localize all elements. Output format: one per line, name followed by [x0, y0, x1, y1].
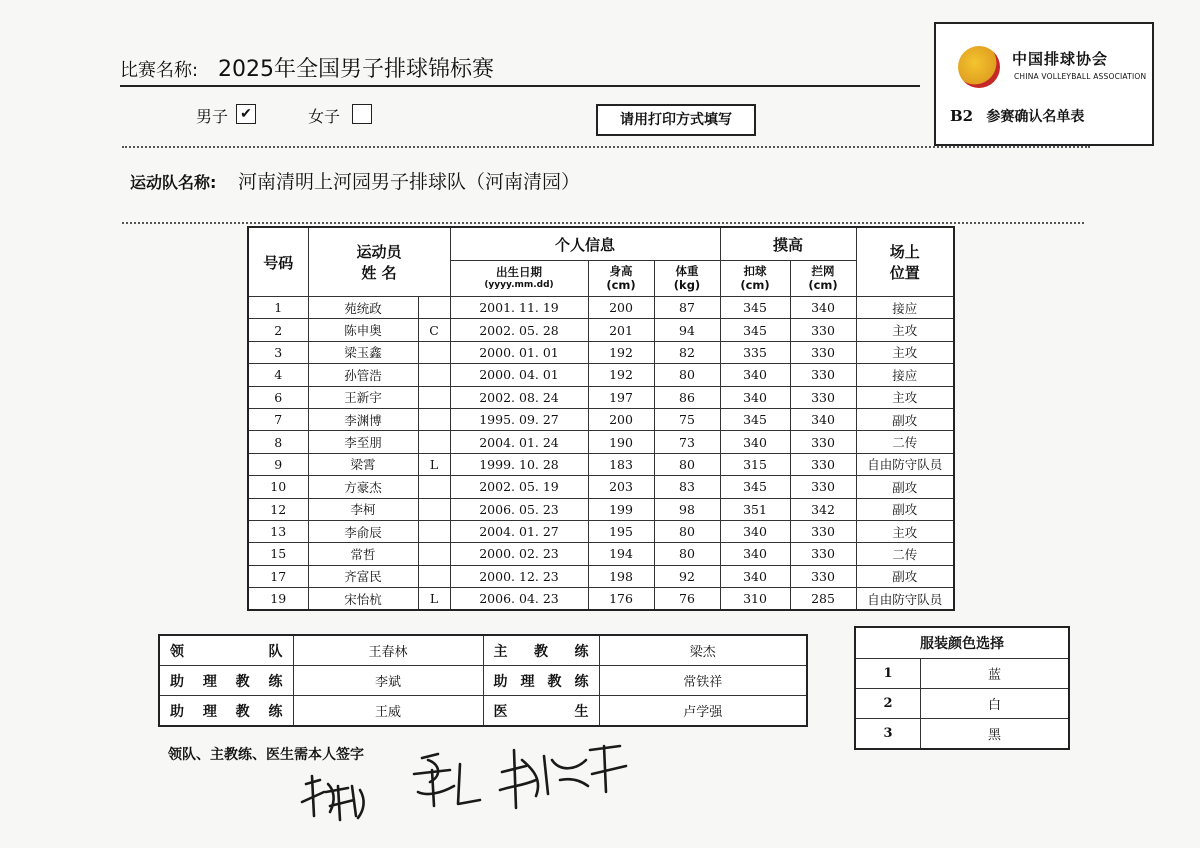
player-block-reach: 330: [790, 386, 856, 408]
player-number: 2: [248, 319, 308, 341]
table-row: [248, 319, 954, 341]
header-weight-label: 体重: [675, 263, 699, 278]
player-role: [418, 297, 450, 319]
player-height: 200: [588, 297, 654, 319]
player-block-reach: 330: [790, 431, 856, 453]
signature-stroke: [500, 746, 626, 808]
player-position: 接应: [856, 364, 954, 386]
doctor-label: 医 生: [483, 696, 599, 727]
player-name: 宋怡杭: [308, 588, 418, 611]
player-number: 1: [248, 297, 308, 319]
header-block-label: 拦网: [811, 263, 835, 278]
player-spike-reach: 340: [720, 386, 790, 408]
player-name: 梁霄: [308, 453, 418, 475]
player-weight: 86: [654, 386, 720, 408]
assistant-coach-name: 常铁祥: [599, 666, 807, 696]
player-number: 8: [248, 431, 308, 453]
player-weight: 80: [654, 453, 720, 475]
player-block-reach: 330: [790, 565, 856, 587]
player-height: 203: [588, 476, 654, 498]
player-dob: 2001. 11. 19: [450, 297, 588, 319]
player-dob: 2006. 05. 23: [450, 498, 588, 520]
player-position: 主攻: [856, 386, 954, 408]
player-role: [418, 341, 450, 363]
player-role: [418, 386, 450, 408]
player-number: 3: [248, 341, 308, 363]
table-row: [248, 520, 954, 542]
table-row: [248, 543, 954, 565]
player-spike-reach: 340: [720, 364, 790, 386]
player-block-reach: 342: [790, 498, 856, 520]
header-spike-label: 扣球: [743, 263, 767, 278]
player-position: 副攻: [856, 498, 954, 520]
player-dob: 1995. 09. 27: [450, 408, 588, 430]
player-number: 9: [248, 453, 308, 475]
player-dob: 1999. 10. 28: [450, 453, 588, 475]
roster-body: [248, 297, 954, 611]
player-role: [418, 431, 450, 453]
player-name: 李柯: [308, 498, 418, 520]
table-row: [248, 341, 954, 363]
player-name: 齐富民: [308, 565, 418, 587]
player-height: 192: [588, 341, 654, 363]
uniform-color: 白: [921, 689, 1070, 719]
assistant-coach-name: 王威: [293, 696, 483, 727]
player-weight: 76: [654, 588, 720, 611]
player-weight: 80: [654, 364, 720, 386]
player-block-reach: 285: [790, 588, 856, 611]
player-number: 4: [248, 364, 308, 386]
player-role: [418, 408, 450, 430]
player-number: 6: [248, 386, 308, 408]
table-row: [248, 386, 954, 408]
player-block-reach: 330: [790, 453, 856, 475]
competition-underline: [120, 85, 920, 87]
signature-stroke: [414, 754, 480, 806]
player-spike-reach: 315: [720, 453, 790, 475]
player-position: 主攻: [856, 341, 954, 363]
form-name: 参赛确认名单表: [986, 109, 1085, 125]
doctor-name: 卢学强: [599, 696, 807, 727]
player-position: 副攻: [856, 408, 954, 430]
header-position-line2: 位置: [889, 264, 920, 282]
player-number: 13: [248, 520, 308, 542]
male-checkbox[interactable]: ✔: [236, 104, 256, 124]
logo-english-text: CHINA VOLLEYBALL ASSOCIATION: [1014, 72, 1147, 81]
female-checkbox[interactable]: [352, 104, 372, 124]
print-instruction-box: 请用打印方式填写: [596, 104, 756, 136]
header-weight: [654, 261, 720, 297]
header-position: [856, 227, 954, 297]
header-athlete-line1: 运动员: [356, 243, 402, 261]
player-spike-reach: 351: [720, 498, 790, 520]
player-spike-reach: 345: [720, 476, 790, 498]
player-weight: 82: [654, 341, 720, 363]
player-height: 197: [588, 386, 654, 408]
player-role: [418, 520, 450, 542]
table-row: [248, 297, 954, 319]
player-position: 副攻: [856, 476, 954, 498]
player-name: 孙管浩: [308, 364, 418, 386]
player-spike-reach: 340: [720, 543, 790, 565]
player-weight: 94: [654, 319, 720, 341]
team-label: 运动队名称:: [130, 173, 217, 192]
player-position: 自由防守队员: [856, 453, 954, 475]
player-dob: 2000. 02. 23: [450, 543, 588, 565]
player-role: [418, 364, 450, 386]
player-position: 主攻: [856, 319, 954, 341]
player-position: 二传: [856, 431, 954, 453]
header-height-unit: (cm): [606, 277, 636, 292]
player-role: [418, 498, 450, 520]
player-name: 陈申奥: [308, 319, 418, 341]
player-height: 200: [588, 408, 654, 430]
player-height: 195: [588, 520, 654, 542]
assistant-coach-label: 助 理 教 练: [483, 666, 599, 696]
player-spike-reach: 335: [720, 341, 790, 363]
player-spike-reach: 345: [720, 297, 790, 319]
player-dob: 2000. 04. 01: [450, 364, 588, 386]
player-weight: 98: [654, 498, 720, 520]
female-label: 女子: [308, 107, 341, 126]
header-number: 号码: [248, 227, 308, 297]
player-name: 梁玉鑫: [308, 341, 418, 363]
player-spike-reach: 345: [720, 319, 790, 341]
player-role: [418, 565, 450, 587]
header-weight-unit: (kg): [673, 277, 701, 292]
player-name: 李至朋: [308, 431, 418, 453]
player-height: 201: [588, 319, 654, 341]
player-position: 自由防守队员: [856, 588, 954, 611]
player-dob: 2002. 05. 28: [450, 319, 588, 341]
player-block-reach: 330: [790, 520, 856, 542]
player-block-reach: 330: [790, 341, 856, 363]
assistant-coach-label: 助 理 教 练: [159, 696, 293, 727]
handwritten-signatures: [290, 730, 650, 830]
header-dob-label: 出生日期: [496, 265, 542, 280]
logo-chinese-text: 中国排球协会: [1012, 50, 1109, 68]
player-block-reach: 330: [790, 319, 856, 341]
table-row: [248, 431, 954, 453]
staff-table: [158, 634, 808, 727]
leader-label: 领 队: [159, 635, 293, 666]
table-row: [248, 453, 954, 475]
header-personal-info: 个人信息: [450, 227, 720, 261]
divider-dotted: [122, 146, 1090, 148]
player-height: 199: [588, 498, 654, 520]
player-height: 198: [588, 565, 654, 587]
divider-dotted: [122, 222, 1084, 224]
player-role: C: [418, 319, 450, 341]
player-weight: 73: [654, 431, 720, 453]
uniform-number: 1: [855, 659, 921, 689]
player-spike-reach: 340: [720, 520, 790, 542]
player-number: 17: [248, 565, 308, 587]
player-name: 苑统政: [308, 297, 418, 319]
assistant-coach-name: 李斌: [293, 666, 483, 696]
player-spike-reach: 340: [720, 431, 790, 453]
player-block-reach: 330: [790, 543, 856, 565]
table-row: [248, 408, 954, 430]
player-block-reach: 340: [790, 408, 856, 430]
player-role: L: [418, 588, 450, 611]
header-height: [588, 261, 654, 297]
header-block-unit: (cm): [808, 277, 838, 292]
header-dob: [450, 261, 588, 297]
competition-name: 2025年全国男子排球锦标赛: [218, 57, 494, 82]
uniform-number: 3: [855, 719, 921, 750]
header-spike: [720, 261, 790, 297]
player-spike-reach: 310: [720, 588, 790, 611]
player-block-reach: 340: [790, 297, 856, 319]
player-number: 12: [248, 498, 308, 520]
header-position-line1: 场上: [889, 243, 920, 261]
header-dob-format: (yyyy.mm.dd): [484, 280, 554, 290]
player-number: 15: [248, 543, 308, 565]
volleyball-logo-icon: [958, 46, 1000, 88]
association-logo-box: [934, 22, 1154, 146]
player-weight: 75: [654, 408, 720, 430]
player-position: 二传: [856, 543, 954, 565]
player-spike-reach: 340: [720, 565, 790, 587]
head-coach-label: 主 教 练: [483, 635, 599, 666]
player-number: 10: [248, 476, 308, 498]
player-height: 192: [588, 364, 654, 386]
player-weight: 80: [654, 543, 720, 565]
player-position: 主攻: [856, 520, 954, 542]
header-height-label: 身高: [609, 263, 633, 278]
player-dob: 2002. 05. 19: [450, 476, 588, 498]
player-number: 7: [248, 408, 308, 430]
player-name: 常哲: [308, 543, 418, 565]
header-block: [790, 261, 856, 297]
player-position: 副攻: [856, 565, 954, 587]
form-title: [950, 106, 1084, 126]
player-spike-reach: 345: [720, 408, 790, 430]
table-row: [248, 588, 954, 611]
player-role: L: [418, 453, 450, 475]
player-height: 194: [588, 543, 654, 565]
table-row: [248, 498, 954, 520]
player-block-reach: 330: [790, 476, 856, 498]
male-label: 男子: [196, 107, 229, 126]
player-weight: 83: [654, 476, 720, 498]
team-name: 河南清明上河园男子排球队（河南清园）: [238, 171, 581, 193]
uniform-color: 黑: [921, 719, 1070, 750]
table-row: [248, 476, 954, 498]
player-dob: 2000. 12. 23: [450, 565, 588, 587]
uniform-color-table: [854, 626, 1070, 750]
header-reach: 摸高: [720, 227, 856, 261]
player-height: 190: [588, 431, 654, 453]
player-weight: 92: [654, 565, 720, 587]
uniform-title: 服装颜色选择: [855, 627, 1069, 659]
leader-name: 王春林: [293, 635, 483, 666]
player-name: 王新宇: [308, 386, 418, 408]
player-dob: 2004. 01. 24: [450, 431, 588, 453]
player-dob: 2002. 08. 24: [450, 386, 588, 408]
competition-label: 比赛名称:: [120, 60, 199, 81]
roster-table: [247, 226, 955, 611]
uniform-color: 蓝: [921, 659, 1070, 689]
player-name: 李渊博: [308, 408, 418, 430]
player-height: 176: [588, 588, 654, 611]
player-position: 接应: [856, 297, 954, 319]
header-athlete-line2: 姓 名: [361, 264, 397, 282]
player-weight: 80: [654, 520, 720, 542]
player-height: 183: [588, 453, 654, 475]
player-name: 李俞辰: [308, 520, 418, 542]
form-code: B2: [950, 107, 974, 125]
player-role: [418, 543, 450, 565]
player-dob: 2000. 01. 01: [450, 341, 588, 363]
uniform-number: 2: [855, 689, 921, 719]
signature-note: 领队、主教练、医生需本人签字: [168, 747, 364, 763]
table-row: [248, 565, 954, 587]
table-row: [248, 364, 954, 386]
player-weight: 87: [654, 297, 720, 319]
signature-stroke: [302, 776, 364, 820]
header-athlete: [308, 227, 450, 297]
player-block-reach: 330: [790, 364, 856, 386]
player-name: 方豪杰: [308, 476, 418, 498]
player-number: 19: [248, 588, 308, 611]
head-coach-name: 梁杰: [599, 635, 807, 666]
player-role: [418, 476, 450, 498]
player-dob: 2004. 01. 27: [450, 520, 588, 542]
player-dob: 2006. 04. 23: [450, 588, 588, 611]
header-spike-unit: (cm): [740, 277, 770, 292]
assistant-coach-label: 助 理 教 练: [159, 666, 293, 696]
